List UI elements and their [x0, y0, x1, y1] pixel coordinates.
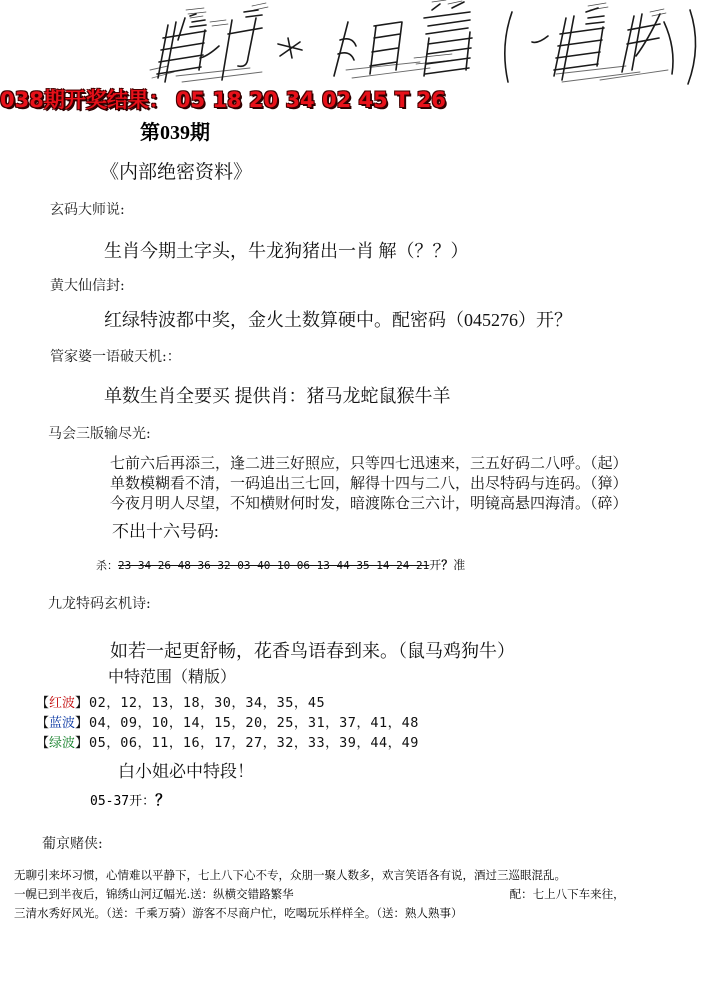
header-banner-art — [0, 0, 714, 92]
wave-name-green: 绿波 — [49, 735, 76, 750]
wave-bracket-close-green: 】 — [75, 735, 89, 750]
mahui-line-3: 今夜月明人尽望，不知横财何时发，暗渡陈仓三六计，明镜高悬四海清。（碎） — [110, 496, 628, 512]
section-line-huangdaxian: 红绿特波都中奖，金火土数算硬中。配密码（045276）开？ — [104, 310, 572, 330]
wave-bracket-close-blue: 】 — [75, 715, 89, 730]
mahui-line-1: 七前六后再添三，逢二进三好照应，只等四七迅速来，三五好码二八呼。（起） — [110, 456, 628, 472]
kill-numbers: 23 34 26 48 36 32 03 40 10 06 13 44 35 14 24 21 — [118, 559, 430, 572]
section-heading-jiulong: 九龙特码玄机诗: — [48, 596, 151, 612]
kill-numbers-row — [96, 556, 465, 573]
footer-pei-label: 配：七上八下车来往， — [509, 887, 625, 901]
baixiaojie-range: 05-37开： — [90, 794, 156, 809]
wave-row-green — [36, 731, 419, 751]
kill-accurate-label: 准 — [453, 558, 466, 572]
section-line-xuanma: 生肖今期土字头，牛龙狗猪出一肖 解（？？） — [104, 241, 469, 261]
jiulong-subheading: 中特范围（精版） — [108, 669, 237, 686]
wave-name-red: 红波 — [49, 695, 76, 710]
kill-open-label: 开 — [429, 558, 442, 572]
footer-line-3: 三清水秀好风光。（送：千乘万骑）游客不尽商户忙，吃喝玩乐样样全。（送：熟人熟事） — [14, 906, 463, 920]
jiulong-poem-line: 如若一起更舒畅，花香鸟语春到来。（鼠马鸡狗牛） — [110, 641, 515, 661]
section-heading-huangdaxian: 黄大仙信封: — [50, 278, 125, 294]
wave-numbers-blue: 04，09，10，14，15，20，25，31，37，41，48 — [89, 715, 419, 731]
wave-name-blue: 蓝波 — [49, 715, 76, 730]
mahui-subheading: 不出十六号码: — [112, 522, 219, 541]
issue-number: 第039期 — [140, 122, 210, 144]
draw-result-prefix: 038期开奖结果： — [0, 88, 170, 112]
document-title: 《内部绝密资料》 — [100, 162, 253, 183]
wave-bracket-open-blue: 【 — [36, 715, 50, 730]
footer-line-2-wrap — [14, 885, 704, 904]
wave-row-blue — [36, 711, 419, 731]
wave-row-red — [36, 691, 325, 711]
wave-numbers-green: 05，06，11，16，17，27，32，33，39，44，49 — [89, 735, 419, 751]
wave-bracket-open-red: 【 — [36, 695, 50, 710]
footer-line-1: 无聊引来坏习惯，心情难以平静下，七上八下心不专，众朋一聚人数多，欢言笑语各有说，酒过三巡眼混乱。 — [14, 868, 566, 882]
baixiaojie-question-mark: ？ — [155, 791, 171, 809]
baixiaojie-range-row — [90, 789, 170, 810]
kill-label: 杀： — [96, 560, 118, 572]
section-heading-pujing: 葡京赌侠: — [42, 836, 103, 852]
wave-bracket-close-red: 】 — [75, 695, 89, 710]
wave-numbers-red: 02，12，13，18，30，34，35，45 — [89, 695, 326, 711]
section-line-guanjiapo: 单数生肖全要买 提供肖：猪马龙蛇鼠猴牛羊 — [104, 386, 451, 406]
kill-question-mark: ？ — [441, 558, 454, 572]
section-heading-mahui: 马会三版输尽光: — [48, 426, 151, 442]
section-heading-xuanma: 玄码大师说: — [50, 202, 125, 218]
footer-poem — [14, 866, 704, 923]
baixiaojie-line: 白小姐必中特段！ — [118, 762, 254, 781]
section-heading-guanjiapo: 管家婆一语破天机:： — [50, 349, 181, 365]
footer-line-2: 一幌已到半夜后，锦绣山河辽幅光.送：纵横交错路繁华 — [14, 887, 294, 901]
draw-result-headline — [0, 86, 714, 114]
wave-bracket-open-green: 【 — [36, 735, 50, 750]
mahui-line-2: 单数模糊看不清，一码追出三七回，解得十四与二八，出尽特码与连码。（獐） — [110, 476, 628, 492]
draw-result-numbers: 05 18 20 34 02 45 T 26 — [175, 88, 446, 112]
